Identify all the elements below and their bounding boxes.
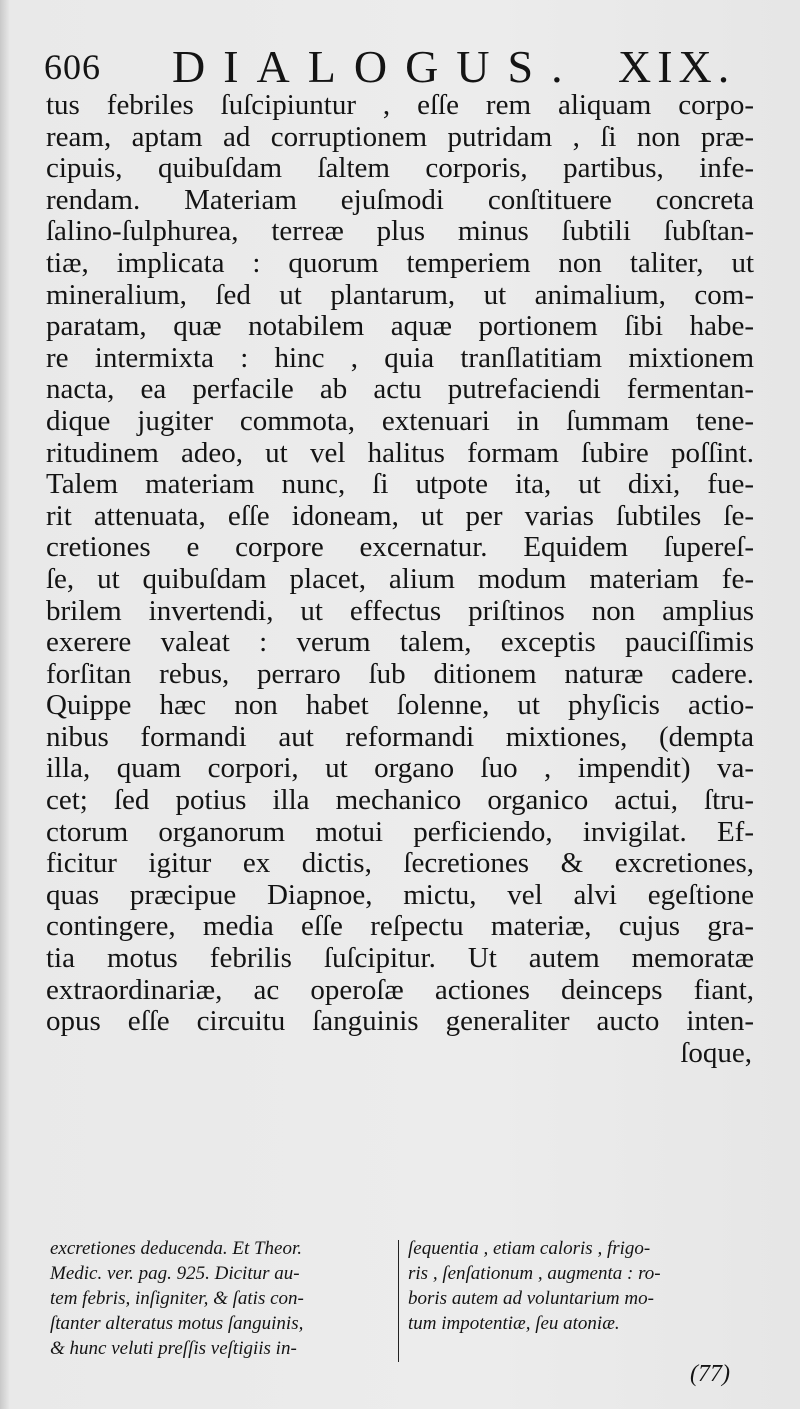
text-line: cretiones e corpore excernatur. Equidem ſupereſ- (46, 531, 754, 564)
footnotes (50, 1236, 750, 1366)
text-line: ream, aptam ad corruptionem putridam , ſi non præ- (46, 120, 754, 153)
text-line: Quippe hæc non habet ſolenne, ut phyſicis actio- (46, 689, 754, 722)
text-line: nibus formandi aut reformandi mixtiones, (dempta (46, 720, 754, 753)
text-line: nacta, ea perfacile ab actu putrefaciendi fermentan- (46, 373, 754, 406)
footnote-line: tem febris, inſigniter, & ſatis con- (50, 1288, 304, 1309)
footnote-line: tum impotentiæ, ſeu atoniæ. (408, 1313, 620, 1334)
footnote-line: ſtanter alteratus motus ſanguinis, (50, 1313, 304, 1334)
footnote-line: boris autem ad voluntarium mo- (408, 1288, 654, 1309)
page-number: 606 (44, 47, 101, 87)
text-line: contingere, media eſſe reſpectu materiæ, cujus gra- (46, 910, 754, 943)
text-line: brilem invertendi, ut effectus priſtinos non amplius (46, 594, 754, 627)
text-line: forſitan rebus, perraro ſub ditionem naturæ cadere. (46, 657, 754, 690)
text-line: tiæ, implicata : quorum temperiem non taliter, ut (46, 246, 754, 279)
text-line: rit attenuata, eſſe idoneam, ut per varias ſubtiles ſe- (46, 499, 754, 532)
text-line: tia motus febrilis ſuſcipitur. Ut autem memoratæ (46, 942, 754, 975)
footnote-line: & hunc veluti preſſis veſtigiis in- (50, 1338, 297, 1359)
text-line: ficitur igitur ex dictis, ſecretiones & excretiones, (46, 847, 754, 880)
footnote-line: ſequentia , etiam caloris , frigo- (408, 1238, 651, 1259)
footnote-line: ris , ſenſationum , augmenta : ro- (408, 1263, 661, 1284)
running-title: DIALOGUS. (172, 41, 581, 92)
text-line: rendam. Materiam ejuſmodi conſtituere concreta (46, 183, 754, 216)
text-line: illa, quam corpori, ut organo ſuo , impendit) va- (46, 752, 754, 785)
text-line: tus febriles ſuſcipiuntur , eſſe rem aliquam corpo- (46, 89, 754, 121)
text-line: opus eſſe circuitu ſanguinis generaliter aucto inten- (46, 1005, 754, 1038)
running-head (44, 38, 744, 96)
footnote-column-right (408, 1236, 754, 1336)
chapter-number: XIX. (618, 41, 736, 92)
column-divider (398, 1240, 399, 1362)
text-line: Talem materiam nunc, ſi utpote ita, ut dixi, fue- (46, 468, 754, 501)
text-line: ſe, ut quibuſdam placet, alium modum materiam fe- (46, 562, 754, 595)
text-line: ritudinem adeo, ut vel halitus formam ſubire poſſint. (46, 436, 754, 469)
text-line: extraordinariæ, ac operoſæ actiones deinceps fiant, (46, 973, 754, 1006)
text-line: ſoque, (680, 1036, 752, 1069)
text-line: ctorum organorum motui perficiendo, invigilat. Ef- (46, 815, 754, 848)
text-line: re intermixta : hinc , quia tranſlatitiam mixtionem (46, 341, 754, 374)
footnote-line: excretiones deducenda. Et Theor. (50, 1238, 303, 1259)
footnote-line: Medic. ver. pag. 925. Dicitur au- (50, 1263, 300, 1284)
text-line: mineralium, ſed ut plantarum, ut animalium, com- (46, 278, 754, 311)
text-line: ſalino-ſulphurea, terreæ plus minus ſubtili ſubſtan- (46, 215, 754, 248)
footnote-column-left (50, 1236, 396, 1361)
text-line: cet; ſed potius illa mechanico organico actui, ſtru- (46, 784, 754, 817)
text-line: cipuis, quibuſdam ſaltem corporis, partibus, infe- (46, 152, 754, 185)
text-line: dique jugiter commota, extenuari in ſummam tene- (46, 404, 754, 437)
text-line: quas præcipue Diapnoe, mictu, vel alvi egeſtione (46, 878, 754, 911)
text-line: paratam, quæ notabilem aquæ portionem ſibi habe- (46, 310, 754, 343)
text-line: exerere valeat : verum talem, exceptis pauciſſimis (46, 626, 754, 659)
main-text (46, 90, 754, 1069)
signature-mark: (77) (690, 1361, 730, 1387)
